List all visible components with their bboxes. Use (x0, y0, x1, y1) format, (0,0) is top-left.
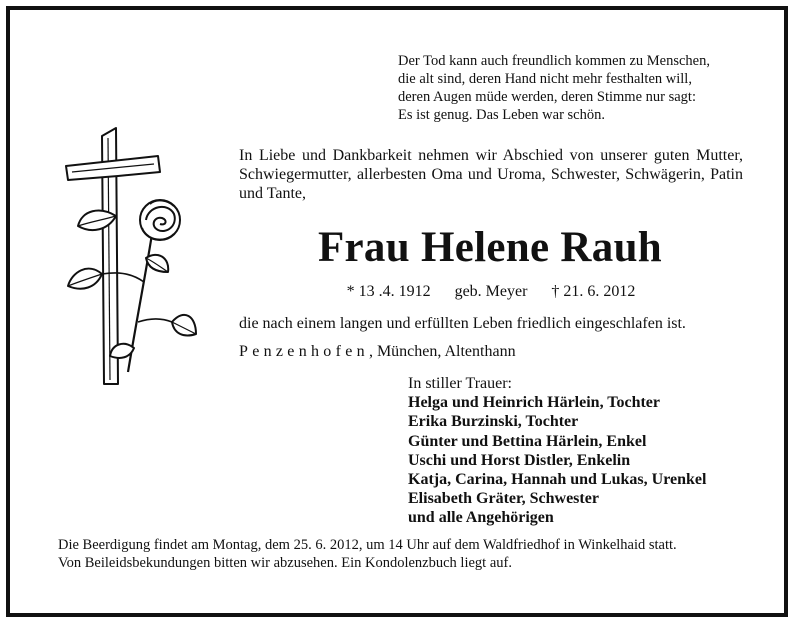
cross-with-rose-icon (58, 122, 198, 392)
mourner-line: Uschi und Horst Distler, Enkelin (408, 451, 631, 469)
mourning-heading: In stiller Trauer: (408, 375, 512, 392)
footer-line: Von Beileidsbekundungen bitten wir abzusehen. Ein Kondolenzbuch liegt auf. (58, 555, 512, 571)
place-first: Penzenhofen (239, 343, 369, 360)
footer-line: Die Beerdigung findet am Montag, dem 25. 6. 2012, um 14 Uhr auf dem Waldfriedhof in Winkelhaid statt. (58, 537, 677, 553)
mourner-line: Katja, Carina, Hannah und Lukas, Urenkel (408, 471, 707, 489)
poem-line: die alt sind, deren Hand nicht mehr festhalten will, (398, 71, 692, 87)
mourner-line: Helga und Heinrich Härlein, Tochter (408, 394, 661, 412)
place-rest: , München, Altenthann (368, 343, 516, 360)
poem-line: Es ist genug. Das Leben war schön. (398, 107, 605, 123)
birth-date: * 13 .4. 1912 (346, 283, 431, 300)
places (239, 342, 516, 362)
poem (398, 52, 710, 124)
funeral-info (58, 536, 677, 572)
mourner-line: und alle Angehörigen (408, 509, 554, 527)
mourner-line: Günter und Bettina Härlein, Enkel (408, 432, 647, 450)
poem-line: deren Augen müde werden, deren Stimme nur sagt: (398, 89, 696, 105)
passed-away-text: die nach einem langen und erfüllten Leben friedlich eingeschlafen ist. (239, 315, 686, 332)
maiden-name: geb. Meyer (454, 283, 528, 300)
deceased-name: Frau Helene Rauh (317, 224, 662, 271)
mourners (408, 374, 706, 528)
intro-text: In Liebe und Dankbarkeit nehmen wir Abschied von unserer guten Mutter, Schwiegermutter, allerbesten Oma und Uroma, Schwester, Schwägerin, Patin und Tante, (239, 147, 743, 202)
mourner-line: Elisabeth Gräter, Schwester (408, 490, 599, 508)
death-date: † 21. 6. 2012 (551, 283, 636, 300)
poem-line: Der Tod kann auch freundlich kommen zu Menschen, (398, 53, 710, 69)
life-dates (239, 282, 743, 302)
mourner-line: Erika Burzinski, Tochter (408, 413, 579, 431)
